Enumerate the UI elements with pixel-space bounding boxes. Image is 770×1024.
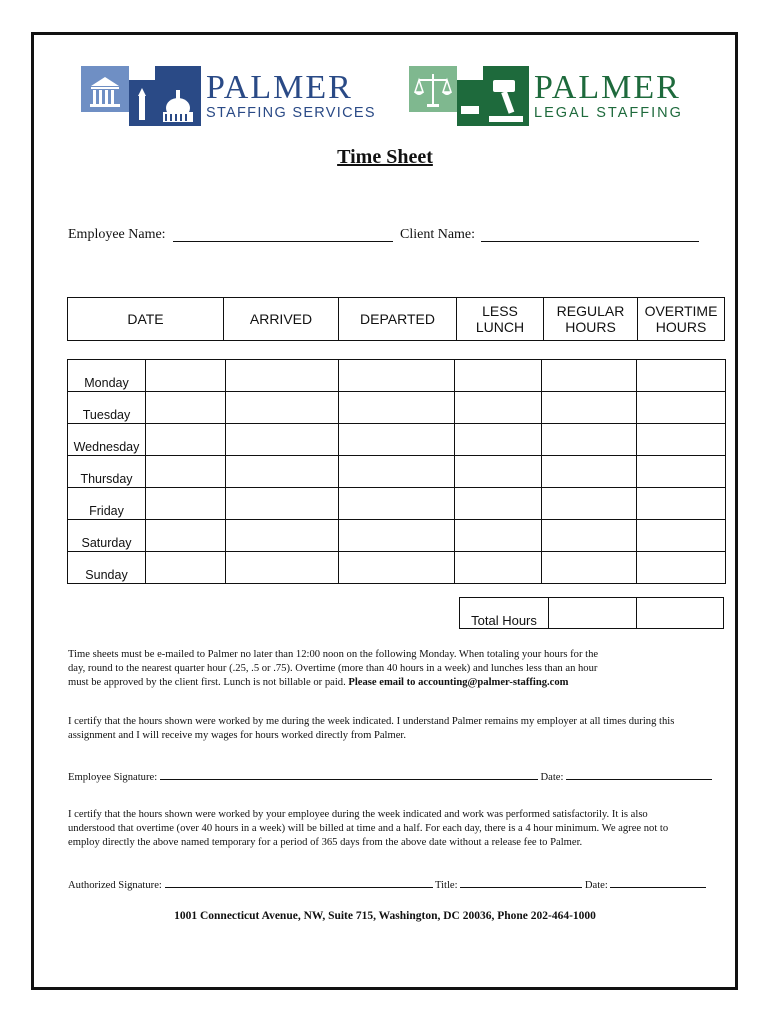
header-departed: DEPARTED	[339, 298, 457, 341]
header-overtime-hours	[638, 298, 725, 341]
less-lunch-cell[interactable]	[455, 456, 542, 488]
authorized-date-label: Date:	[584, 880, 608, 891]
authorized-title-label: Title:	[434, 880, 458, 891]
footer-address: 1001 Connecticut Avenue, NW, Suite 715, Washington, DC 20036, Phone 202-464-1000	[174, 910, 596, 922]
legal-logo-subtitle: LEGAL STAFFING	[534, 105, 683, 121]
employee-cert-line1: I certify that the hours shown were worked by me during the week indicated. I understand Palmer remains my employer at all times during this	[68, 716, 675, 727]
day-thursday: Thursday	[68, 456, 146, 488]
overtime-hours-cell[interactable]	[637, 520, 726, 552]
header-regular-line1: REGULAR	[556, 303, 625, 319]
departed-cell[interactable]	[339, 488, 455, 520]
table-row	[68, 552, 726, 584]
regular-hours-cell[interactable]	[542, 424, 637, 456]
header-less-lunch: LESS LUNCH	[457, 298, 544, 341]
date-cell[interactable]	[146, 456, 226, 488]
authorized-signature-row	[68, 876, 723, 891]
timesheet-header	[67, 297, 725, 341]
client-certification	[68, 808, 723, 850]
instructions-line3-wrap	[68, 676, 723, 690]
departed-cell[interactable]	[339, 360, 455, 392]
total-hours-label: Total Hours	[460, 598, 549, 629]
arrived-cell[interactable]	[226, 424, 339, 456]
table-row	[68, 456, 726, 488]
arrived-cell[interactable]	[226, 456, 339, 488]
employee-signature-date-field[interactable]	[566, 768, 712, 780]
day-monday: Monday	[68, 360, 146, 392]
table-row	[68, 360, 726, 392]
departed-cell[interactable]	[339, 520, 455, 552]
employee-name-field[interactable]	[173, 227, 393, 242]
date-cell[interactable]	[146, 424, 226, 456]
client-cert-line3: employ directly the above named temporary for a period of 365 days from the above date without a release fee to Palmer.	[68, 837, 583, 848]
day-tuesday: Tuesday	[68, 392, 146, 424]
instructions-line1: Time sheets must be e-mailed to Palmer no later than 12:00 noon on the following Monday. When totaling your hours for the	[68, 649, 599, 660]
total-overtime-hours-cell[interactable]	[637, 598, 724, 629]
employee-signature-row	[68, 768, 723, 783]
authorized-date-field[interactable]	[610, 876, 706, 888]
table-row	[68, 520, 726, 552]
scales-gavel-logo-icon	[409, 66, 529, 126]
departed-cell[interactable]	[339, 456, 455, 488]
table-row	[68, 424, 726, 456]
regular-hours-cell[interactable]	[542, 552, 637, 584]
overtime-hours-cell[interactable]	[637, 424, 726, 456]
regular-hours-cell[interactable]	[542, 520, 637, 552]
arrived-cell[interactable]	[226, 520, 339, 552]
regular-hours-cell[interactable]	[542, 456, 637, 488]
overtime-hours-cell[interactable]	[637, 456, 726, 488]
departed-cell[interactable]	[339, 392, 455, 424]
less-lunch-cell[interactable]	[455, 392, 542, 424]
date-cell[interactable]	[146, 552, 226, 584]
arrived-cell[interactable]	[226, 360, 339, 392]
day-friday: Friday	[68, 488, 146, 520]
arrived-cell[interactable]	[226, 488, 339, 520]
header-regular-line2: HOURS	[565, 319, 616, 335]
date-cell[interactable]	[146, 392, 226, 424]
departed-cell[interactable]	[339, 424, 455, 456]
client-name-field[interactable]	[481, 227, 699, 242]
staffing-logo-name: PALMER	[206, 69, 353, 106]
less-lunch-cell[interactable]	[455, 360, 542, 392]
table-row	[68, 488, 726, 520]
employee-signature-label: Employee Signature:	[68, 772, 158, 783]
date-cell[interactable]	[146, 360, 226, 392]
header-overtime-line2: HOURS	[655, 319, 707, 335]
authorized-title-field[interactable]	[460, 876, 582, 888]
total-hours-box	[459, 597, 724, 629]
arrived-cell[interactable]	[226, 392, 339, 424]
overtime-hours-cell[interactable]	[637, 552, 726, 584]
employee-certification	[68, 715, 723, 743]
day-wednesday: Wednesday	[68, 424, 146, 456]
overtime-hours-cell[interactable]	[637, 392, 726, 424]
employee-cert-line2: assignment and I will receive my wages for hours worked directly from Palmer.	[68, 730, 407, 741]
regular-hours-cell[interactable]	[542, 488, 637, 520]
instructions-line3: must be approved by the client first. Lunch is not billable or paid.	[68, 677, 346, 688]
arrived-cell[interactable]	[226, 552, 339, 584]
less-lunch-cell[interactable]	[455, 552, 542, 584]
authorized-signature-label: Authorized Signature:	[68, 880, 162, 891]
timesheet-grid	[67, 359, 726, 584]
less-lunch-cell[interactable]	[455, 520, 542, 552]
employee-signature-date-label: Date:	[540, 772, 564, 783]
client-cert-line1: I certify that the hours shown were worked by your employee during the week indicated and work was performed satisfactorily. It is also	[68, 809, 648, 820]
header-date: DATE	[68, 298, 224, 341]
header-arrived: ARRIVED	[224, 298, 339, 341]
page-title: Time Sheet	[337, 146, 433, 168]
staffing-logo-subtitle: STAFFING SERVICES	[206, 105, 376, 121]
authorized-signature-field[interactable]	[165, 876, 433, 888]
overtime-hours-cell[interactable]	[637, 360, 726, 392]
legal-logo-name: PALMER	[534, 69, 681, 106]
date-cell[interactable]	[146, 520, 226, 552]
capitol-columns-logo-icon	[81, 66, 201, 126]
table-row	[68, 392, 726, 424]
header-regular-hours	[544, 298, 638, 341]
client-name-label: Client Name:	[400, 227, 476, 242]
employee-name-label: Employee Name:	[68, 227, 166, 242]
day-sunday: Sunday	[68, 552, 146, 584]
instructions-text	[68, 648, 723, 690]
regular-hours-cell[interactable]	[542, 360, 637, 392]
header-overtime-line1: OVERTIME	[644, 303, 718, 319]
client-cert-line2: understood that overtime (over 40 hours in a week) will be billed at time and a half. For each day, there is a 4 hour minimum. We agree not to	[68, 823, 669, 834]
day-saturday: Saturday	[68, 520, 146, 552]
instructions-line2: day, round to the nearest quarter hour (.25, .5 or .75). Overtime (more than 40 hours in a week) and lunches less than an hour	[68, 663, 598, 674]
overtime-hours-cell[interactable]	[637, 488, 726, 520]
less-lunch-cell[interactable]	[455, 488, 542, 520]
employee-signature-field[interactable]	[160, 768, 538, 780]
departed-cell[interactable]	[339, 552, 455, 584]
total-regular-hours-cell[interactable]	[549, 598, 637, 629]
less-lunch-cell[interactable]	[455, 424, 542, 456]
regular-hours-cell[interactable]	[542, 392, 637, 424]
date-cell[interactable]	[146, 488, 226, 520]
email-instruction: Please email to accounting@palmer-staffing.com	[348, 677, 569, 688]
